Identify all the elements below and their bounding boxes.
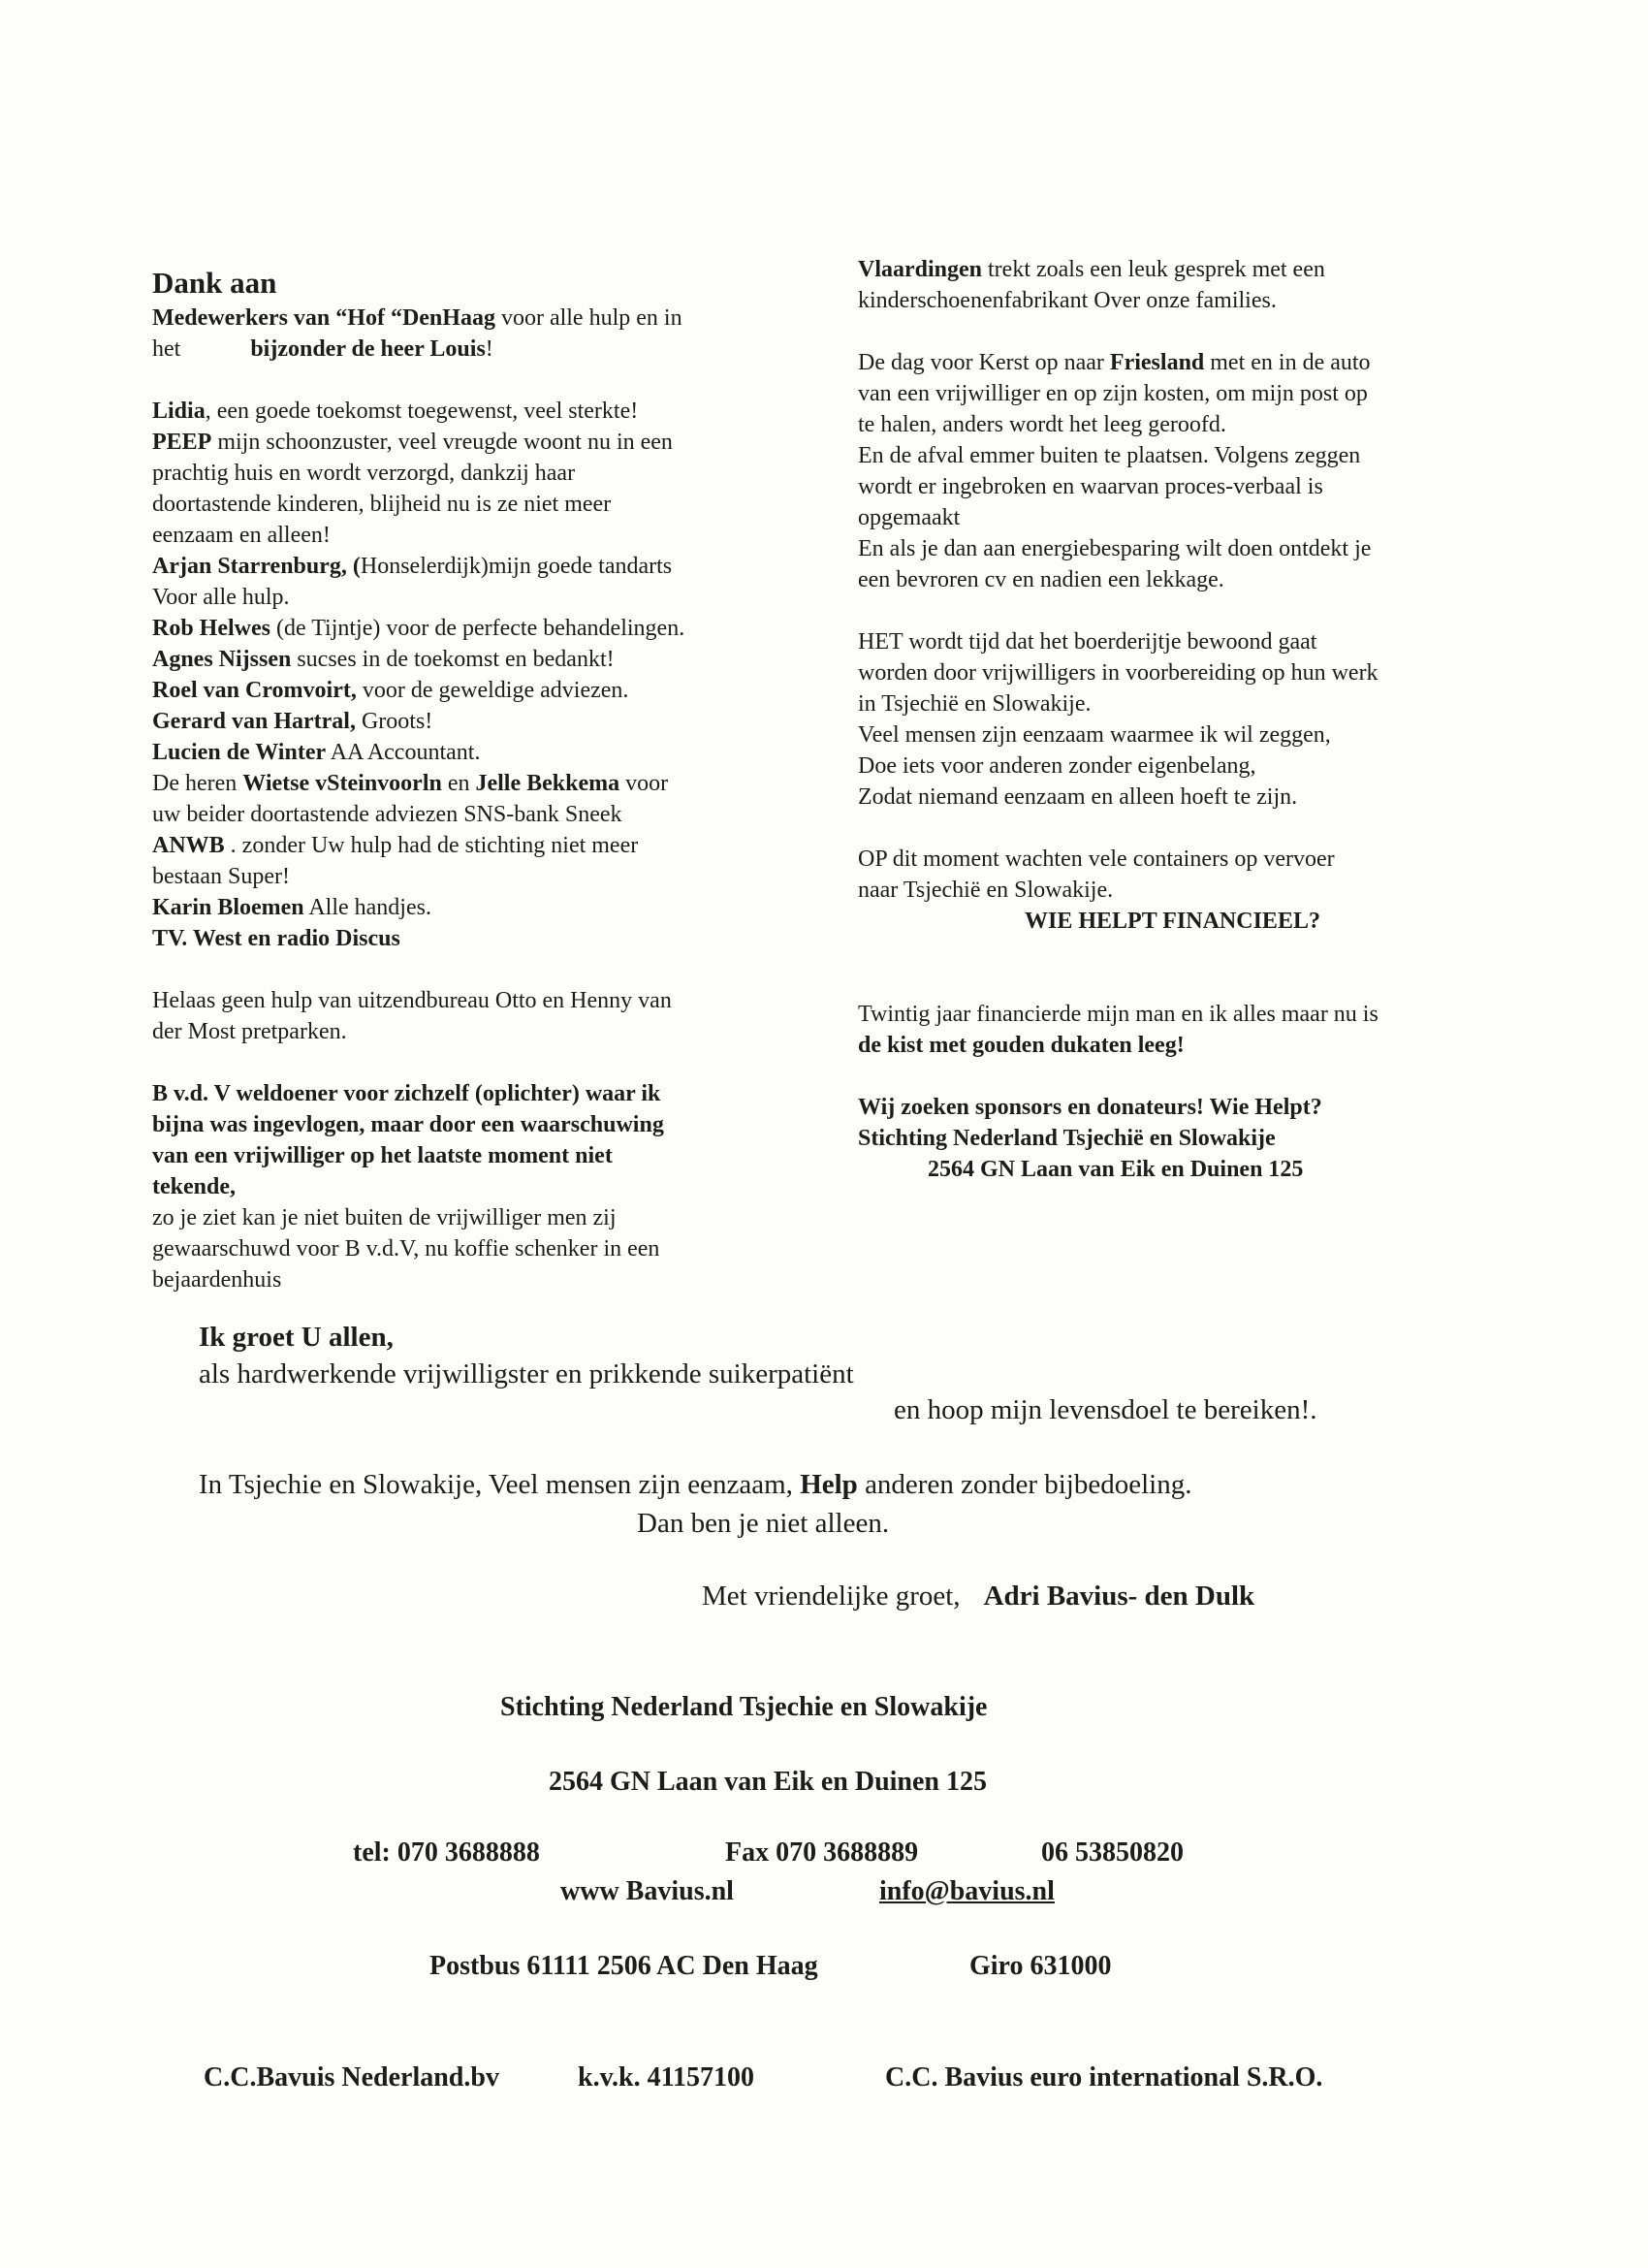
text: De dag voor Kerst op naar: [858, 350, 1110, 375]
thanks-line: eenzaam en alleen!: [152, 523, 331, 548]
name: Gerard van Hartral,: [152, 709, 356, 734]
story-line: [858, 254, 1478, 285]
closing-line: Dan ben je niet alleen.: [637, 1508, 890, 1539]
text: sucses in de toekomst en bedankt!: [291, 647, 615, 672]
closing-line: en hoop mijn levensdoel te bereiken!.: [894, 1394, 1317, 1425]
footer-web[interactable]: www Bavius.nl: [560, 1876, 734, 1906]
footer-tel: tel: 070 3688888: [353, 1837, 540, 1868]
helaas-line: der Most pretparken.: [152, 1019, 347, 1044]
warning-line: zo je ziet kan je niet buiten de vrijwilliger men zij: [152, 1205, 617, 1230]
story-line: in Tsjechië en Slowakije.: [858, 691, 1092, 717]
story-line: OP dit moment wachten vele containers op vervoer: [858, 847, 1335, 872]
thanks-line: Voor alle hulp.: [152, 585, 290, 610]
story-line: En de afval emmer buiten te plaatsen. Volgens zeggen: [858, 443, 1361, 468]
text: anderen zonder bijbedoeling.: [857, 1469, 1192, 1500]
text: met en in de auto: [1204, 350, 1371, 375]
appeal-line: Wij zoeken sponsors en donateurs! Wie Helpt?: [858, 1095, 1322, 1120]
thanks-line: [152, 334, 782, 365]
footer-company-international: C.C. Bavius euro international S.R.O.: [885, 2062, 1323, 2092]
story-line: Veel mensen zijn eenzaam waarmee ik wil zeggen,: [858, 722, 1331, 748]
text: Honselerdijk)mijn goede tandarts: [360, 554, 673, 579]
text: , een goede toekomst toegewenst, veel sterkte!: [205, 399, 639, 424]
thanks-line: [152, 675, 782, 706]
thanks-line: [152, 830, 782, 861]
name: Arjan Starrenburg, (: [152, 554, 361, 579]
footer-company: C.C.Bavuis Nederland.bv: [204, 2062, 499, 2092]
closing-line: als hardwerkende vrijwilligster en prikkende suikerpatiënt: [199, 1358, 854, 1390]
text: trekt zoals een leuk gesprek met een: [982, 257, 1325, 282]
footer-giro: Giro 631000: [969, 1951, 1112, 1981]
text: het: [152, 336, 181, 362]
name: Jelle Bekkema: [475, 771, 620, 796]
text: !: [485, 336, 493, 362]
thanks-heading: Dank aan: [152, 266, 277, 300]
thanks-line: [152, 396, 782, 427]
footer-address: 2564 GN Laan van Eik en Duinen 125: [549, 1767, 987, 1797]
story-line: En als je dan aan energiebesparing wilt doen ontdekt je: [858, 536, 1372, 561]
name: Lidia: [152, 399, 206, 424]
appeal-line: de kist met gouden dukaten leeg!: [858, 1033, 1185, 1058]
name: Agnes Nijssen: [152, 647, 292, 672]
appeal-heading: WIE HELPT FINANCIEEL?: [1025, 909, 1320, 934]
footer-kvk: k.v.k. 41157100: [578, 2062, 755, 2092]
footer-mobile: 06 53850820: [1041, 1837, 1184, 1868]
text: en: [441, 771, 476, 796]
place: Vlaardingen: [858, 257, 983, 282]
org-name: Medewerkers van “Hof “DenHaag: [152, 305, 495, 331]
thanks-line: [152, 768, 782, 799]
thanks-line: [152, 706, 782, 737]
thanks-line: bestaan Super!: [152, 864, 290, 889]
signer-name: Adri Bavius- den Dulk: [983, 1581, 1255, 1612]
text: AA Accountant.: [326, 740, 481, 765]
helaas-line: Helaas geen hulp van uitzendbureau Otto en Henny van: [152, 988, 672, 1013]
thanks-line: [152, 551, 782, 582]
name: bijzonder de heer Louis: [250, 336, 486, 362]
warning-line: B v.d. V weldoener voor zichzelf (oplichter) waar ik: [152, 1081, 661, 1106]
appeal-line: Twintig jaar financierde mijn man en ik alles maar nu is: [858, 1002, 1379, 1027]
text: Alle handjes.: [303, 895, 431, 920]
warning-line: tekende,: [152, 1174, 236, 1199]
thanks-line: [152, 303, 782, 334]
thanks-line: doortastende kinderen, blijheid nu is ze niet meer: [152, 492, 612, 517]
text: Groots!: [355, 709, 433, 734]
story-line: Doe iets voor anderen zonder eigenbelang,: [858, 753, 1256, 779]
warning-line: gewaarschuwd voor B v.d.V, nu koffie schenker in een: [152, 1236, 660, 1262]
text: . zonder Uw hulp had de stichting niet meer: [224, 833, 639, 858]
text: De heren: [152, 771, 243, 796]
story-line: worden door vrijwilligers in voorbereiding op hun werk: [858, 660, 1379, 686]
thanks-line: TV. West en radio Discus: [152, 926, 400, 951]
text: Met vriendelijke groet,: [702, 1581, 961, 1612]
appeal-address: 2564 GN Laan van Eik en Duinen 125: [928, 1157, 1304, 1182]
text: (de Tijntje) voor de perfecte behandelingen.: [270, 616, 685, 641]
footer-org: Stichting Nederland Tsjechie en Slowakije: [500, 1692, 988, 1722]
thanks-line: [152, 613, 782, 644]
thanks-line: [152, 892, 782, 923]
footer-email[interactable]: info@bavius.nl: [879, 1876, 1055, 1906]
text: voor: [619, 771, 669, 796]
right-column: [858, 254, 1478, 1185]
footer-fax: Fax 070 3688889: [725, 1837, 919, 1868]
story-line: van een vrijwilliger en op zijn kosten, om mijn post op: [858, 381, 1368, 406]
story-line: een bevroren cv en nadien een lekkage.: [858, 567, 1224, 592]
thanks-line: uw beider doortastende adviezen SNS-bank Sneek: [152, 802, 622, 827]
name: Wietse vSteinvoorln: [242, 771, 442, 796]
story-line: HET wordt tijd dat het boerderijtje bewoond gaat: [858, 629, 1317, 655]
closing-line: [199, 1466, 1191, 1503]
text: mijn schoonzuster, veel vreugde woont nu in een: [211, 430, 673, 455]
story-line: opgemaakt: [858, 505, 961, 530]
help-word: Help: [800, 1469, 858, 1500]
text: voor de geweldige adviezen.: [356, 678, 629, 703]
warning-line: bejaardenhuis: [152, 1267, 282, 1293]
story-line: naar Tsjechië en Slowakije.: [858, 878, 1114, 903]
text: In Tsjechie en Slowakije, Veel mensen zijn eenzaam,: [199, 1469, 801, 1500]
closing-greeting: Ik groet U allen,: [199, 1322, 394, 1353]
thanks-line: [152, 737, 782, 768]
thanks-line: [152, 644, 782, 675]
thanks-line: [152, 427, 782, 458]
name: PEEP: [152, 430, 212, 455]
story-line: wordt er ingebroken en waarvan proces-verbaal is: [858, 474, 1323, 499]
closing-regards: [702, 1578, 1254, 1614]
story-line: kinderschoenenfabrikant Over onze families.: [858, 288, 1277, 313]
place: Friesland: [1109, 350, 1205, 375]
name: Karin Bloemen: [152, 895, 304, 920]
warning-line: bijna was ingevlogen, maar door een waarschuwing: [152, 1112, 664, 1137]
warning-line: van een vrijwilliger op het laatste moment niet: [152, 1143, 613, 1168]
story-line: Zodat niemand eenzaam en alleen hoeft te zijn.: [858, 784, 1298, 810]
name: Roel van Cromvoirt,: [152, 678, 357, 703]
thanks-line: prachtig huis en wordt verzorgd, dankzij haar: [152, 461, 576, 486]
name: ANWB: [152, 833, 225, 858]
left-column: [152, 264, 782, 1295]
footer-postbus: Postbus 61111 2506 AC Den Haag: [429, 1951, 818, 1981]
name: Lucien de Winter: [152, 740, 327, 765]
appeal-line: Stichting Nederland Tsjechië en Slowakije: [858, 1126, 1276, 1151]
name: Rob Helwes: [152, 616, 270, 641]
story-line: te halen, anders wordt het leeg geroofd.: [858, 412, 1226, 437]
text: voor alle hulp en in: [494, 305, 682, 331]
story-line: [858, 347, 1478, 378]
